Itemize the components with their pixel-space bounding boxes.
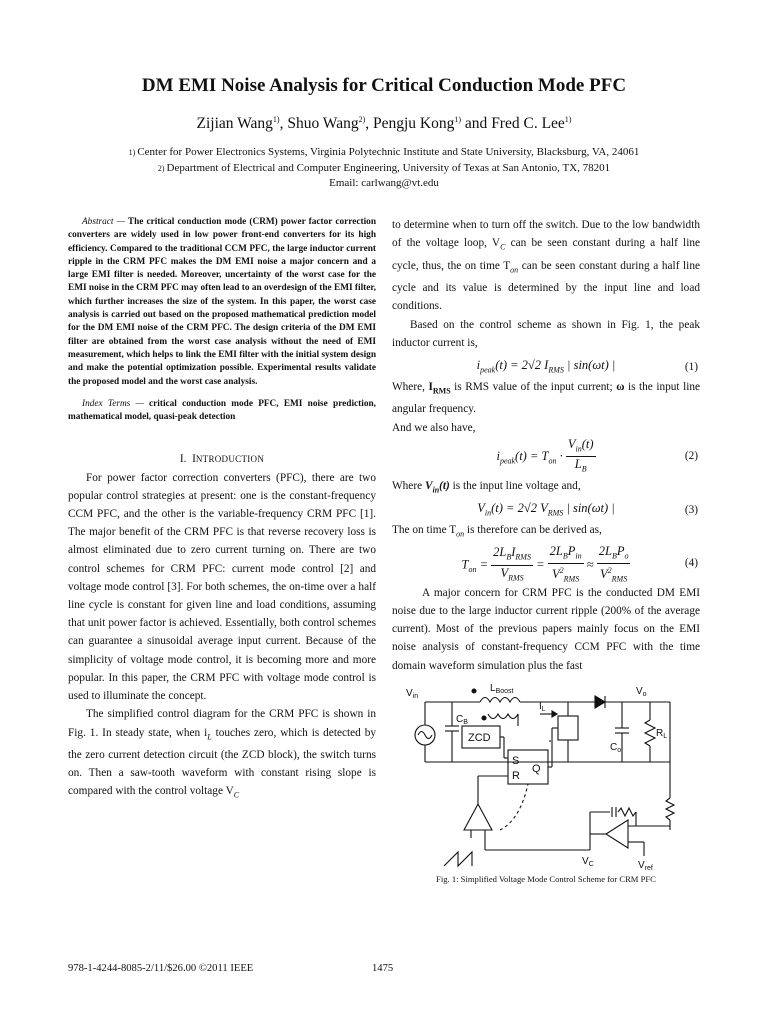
- label-s: S: [512, 755, 520, 767]
- text-bold: V: [424, 479, 433, 492]
- divider-resistor: [666, 798, 674, 820]
- text-run: Where,: [392, 380, 429, 393]
- abstract: [68, 216, 376, 389]
- text-sub: on: [510, 264, 519, 274]
- text-run: The simplified control diagram for the CRM PFC is shown in Fig. 1. In steady state, when i: [68, 708, 376, 739]
- author-separator: and: [461, 115, 492, 133]
- equation-2: $i_{peak}(t) = T_{on}$ · $\frac{V_{in}(t)}{L_B}$ (2): [496, 436, 698, 474]
- text-run: can be seen constant during a half line cycle and its value is determined by the input line and load conditions.: [392, 259, 700, 313]
- text-run: touches zero, which is detected by the zero current detection circuit (the ZCD block), the switch turns on. Then a saw-tooth waveform with constant rising slope is compared with the control voltage V: [68, 726, 376, 798]
- dot-marker: [472, 689, 476, 693]
- page-number: 1475: [372, 963, 394, 974]
- section-heading: [68, 450, 376, 468]
- resistor-rl: [645, 720, 655, 746]
- affiliation-mark: 2): [157, 164, 165, 173]
- text-sub: on: [456, 529, 465, 539]
- arrow-head: [552, 711, 557, 717]
- section-title-rest: NTRODUCTION: [195, 454, 265, 465]
- error-amplifier: [606, 820, 628, 848]
- equation-number: (3): [684, 504, 698, 517]
- affiliation-mark: 1): [128, 148, 136, 157]
- dashed-link: [500, 784, 528, 830]
- label-rl: $R_L$: [656, 728, 668, 740]
- text-bold: I: [428, 380, 433, 393]
- paragraph: A major concern for CRM PFC is the conducted DM EMI noise due to the large inductor current ripple (200% of the average current). Most of the previous papers mainly focus on the EMI noise analysis of constant-frequency CCM PFC with the time domain waveform simulation plus the fast: [392, 586, 700, 672]
- email: Email: carlwang@vt.edu: [329, 177, 439, 189]
- inductor-lboost: [480, 698, 520, 703]
- text-run: is RMS value of the input current;: [450, 380, 617, 393]
- text-run: is the input line angular frequency.: [392, 380, 701, 416]
- text-bold: (t): [439, 479, 450, 492]
- dot-marker: [482, 716, 486, 720]
- diode-symbol: [595, 696, 605, 708]
- author-name: Shuo Wang: [287, 115, 359, 133]
- equation-number: (2): [684, 449, 698, 462]
- paragraph: [392, 216, 700, 316]
- author-mark: 1): [272, 115, 280, 124]
- author-separator: ,: [279, 115, 288, 133]
- author-name: Zijian Wang: [196, 115, 273, 133]
- author-mark: 2): [358, 115, 366, 124]
- label-cb: $C_B$: [456, 714, 468, 726]
- abstract-text: The critical conduction mode (CRM) power factor correction converters are widely used in low power front-end converters for its high efficiency. Compared to the traditional CCM PFC, the large inductor current ripple in the CRM PFC makes the DM EMI noise a major concern and a large EMI filter is needed. Moreover, uncertainty of the worst case for the EMI noise in the CRM PFC may often lead to an overdesign of the EMI filter, which further increases the size of the system. In this paper, the worst case analysis is carried out based on the proposed mathematical prediction model for the DM EMI noise of the CRM PFC. The design criteria of the DM EMI filter are obtained from the worst case analysis without the need of EMI measurement, which helps to link the EMI filter with the initial system design and make the potential optimization possible. Experimental results validate the proposed model and the worst case analysis.: [68, 217, 376, 387]
- text-sub: in: [432, 485, 440, 495]
- sawtooth-waveform: [444, 852, 472, 866]
- label-co: $C_o$: [610, 742, 622, 754]
- affiliation-text: Department of Electrical and Computer Engineering, University of Texas at San Antonio, TX, 78201: [166, 162, 611, 174]
- label-vc: $V_C$: [582, 856, 594, 868]
- index-terms-text: critical conduction mode PFC, EMI noise prediction, mathematical model, quasi-peak detection: [68, 398, 376, 423]
- figure-caption: Fig. 1: Simplified Voltage Mode Control Scheme for CRM PFC: [436, 874, 656, 884]
- label-vref: $V_{ref}$: [638, 860, 653, 872]
- equation-number: (4): [684, 556, 698, 569]
- paragraph: [392, 378, 700, 419]
- text-run: The on time T: [392, 524, 457, 537]
- author-separator: ,: [365, 115, 373, 133]
- text-run: Where: [392, 479, 425, 492]
- affiliation-text: Center for Power Electronics Systems, Virginia Polytechnic Institute and State University, Blacksburg, VA, 24061: [137, 146, 640, 158]
- author-name: Fred C. Lee: [491, 115, 565, 133]
- paper-title: DM EMI Noise Analysis for Critical Conduction Mode PFC: [141, 75, 627, 96]
- author-name: Pengju Kong: [373, 115, 455, 133]
- text-bold: ω: [616, 380, 625, 393]
- circuit-diagram: [400, 680, 700, 872]
- section-title-initial: I: [192, 453, 196, 466]
- author-list: [0, 115, 768, 133]
- text-run: is therefore can be derived as,: [464, 524, 602, 537]
- text-run: is the input line voltage and,: [449, 479, 581, 492]
- equation-number: (1): [684, 360, 698, 373]
- author-mark: 1): [564, 115, 572, 124]
- label-zcd: ZCD: [468, 732, 491, 744]
- affiliation-2: [0, 162, 768, 174]
- zcd-winding: [488, 714, 518, 719]
- paragraph: [392, 521, 700, 543]
- compensation-resistor: [618, 808, 636, 816]
- label-il: $I_L$: [539, 701, 546, 713]
- abstract-label: Abstract —: [82, 217, 125, 227]
- equation-1: $i_{peak}(t) = 2√2$ $I_{RMS}$ | sin(ωt) | (1): [476, 357, 698, 375]
- pwm-comparator: [464, 804, 492, 830]
- equation-3: $V_{in}(t) = 2√2$ $V_{RMS}$ | sin(ωt) | (3): [477, 501, 698, 518]
- left-column: [68, 216, 376, 805]
- paragraph: [392, 477, 700, 499]
- label-lboost: $L_{Boost}$: [490, 683, 514, 695]
- label-q: Q: [532, 763, 541, 775]
- right-column: [392, 216, 700, 675]
- label-vin: $V_{in}$: [406, 688, 419, 700]
- intro-paragraph-2: [68, 705, 376, 805]
- footer-copyright: 978-1-4244-8085-2/11/$26.00 ©2011 IEEE: [68, 963, 254, 974]
- equation-4: $T_{on}$ = $\frac{2L_BI_{RMS}}{V_{RMS}}$ = $\frac{2L_BP_{in}}{V^2_{RMS}}$ ≈ $\frac{2L_BP_o}{V^2_{RMS}}$ (4): [461, 543, 698, 584]
- label-r: R: [512, 770, 520, 782]
- paragraph: And we also have,: [392, 421, 476, 434]
- index-terms: [68, 398, 376, 425]
- affiliation-1: [0, 146, 768, 158]
- author-mark: 1): [454, 115, 462, 124]
- text-run: can be seen constant during a half line cycle, thus, the on time T: [392, 237, 700, 272]
- label-vo: $V_o$: [636, 686, 647, 698]
- text-sub: RMS: [432, 386, 451, 396]
- text-sub: C: [500, 242, 506, 252]
- text-sub: C: [233, 790, 240, 800]
- sine-icon: [418, 732, 432, 739]
- section-numeral: I.: [179, 453, 187, 466]
- text-sub: L: [207, 731, 212, 741]
- mosfet-switch: [558, 716, 578, 740]
- text-run: to determine when to turn off the switch. Due to the low bandwidth of the voltage loop, V: [392, 219, 700, 250]
- paragraph: Based on the control scheme as shown in Fig. 1, the peak inductor current is,: [392, 318, 700, 349]
- index-terms-label: Index Terms —: [82, 398, 144, 409]
- intro-paragraph-1: For power factor correction converters (PFC), there are two popular control strategies at present: one is the constant-frequency CCM PFC, and the other is the variable-frequency CRM PFC [1]. The major benefit of the CRM PFC is that reverse recovery loss is almost eliminated due to zero current turning on. There are two control schemes for CRM PFC: current mode control [2] and voltage mode control [3]. For both schemes, the on-time over a half line cycle is constant for given line and load conditions, assuming that unit power factor is achieved. Essentially, both control schemes can guarantee a sinusoidal average input current. Because of the simplicity of voltage mode control, it is becoming more and more popular. In this paper, the CRM PFC with voltage mode control is used to illuminate the concept.: [68, 471, 376, 703]
